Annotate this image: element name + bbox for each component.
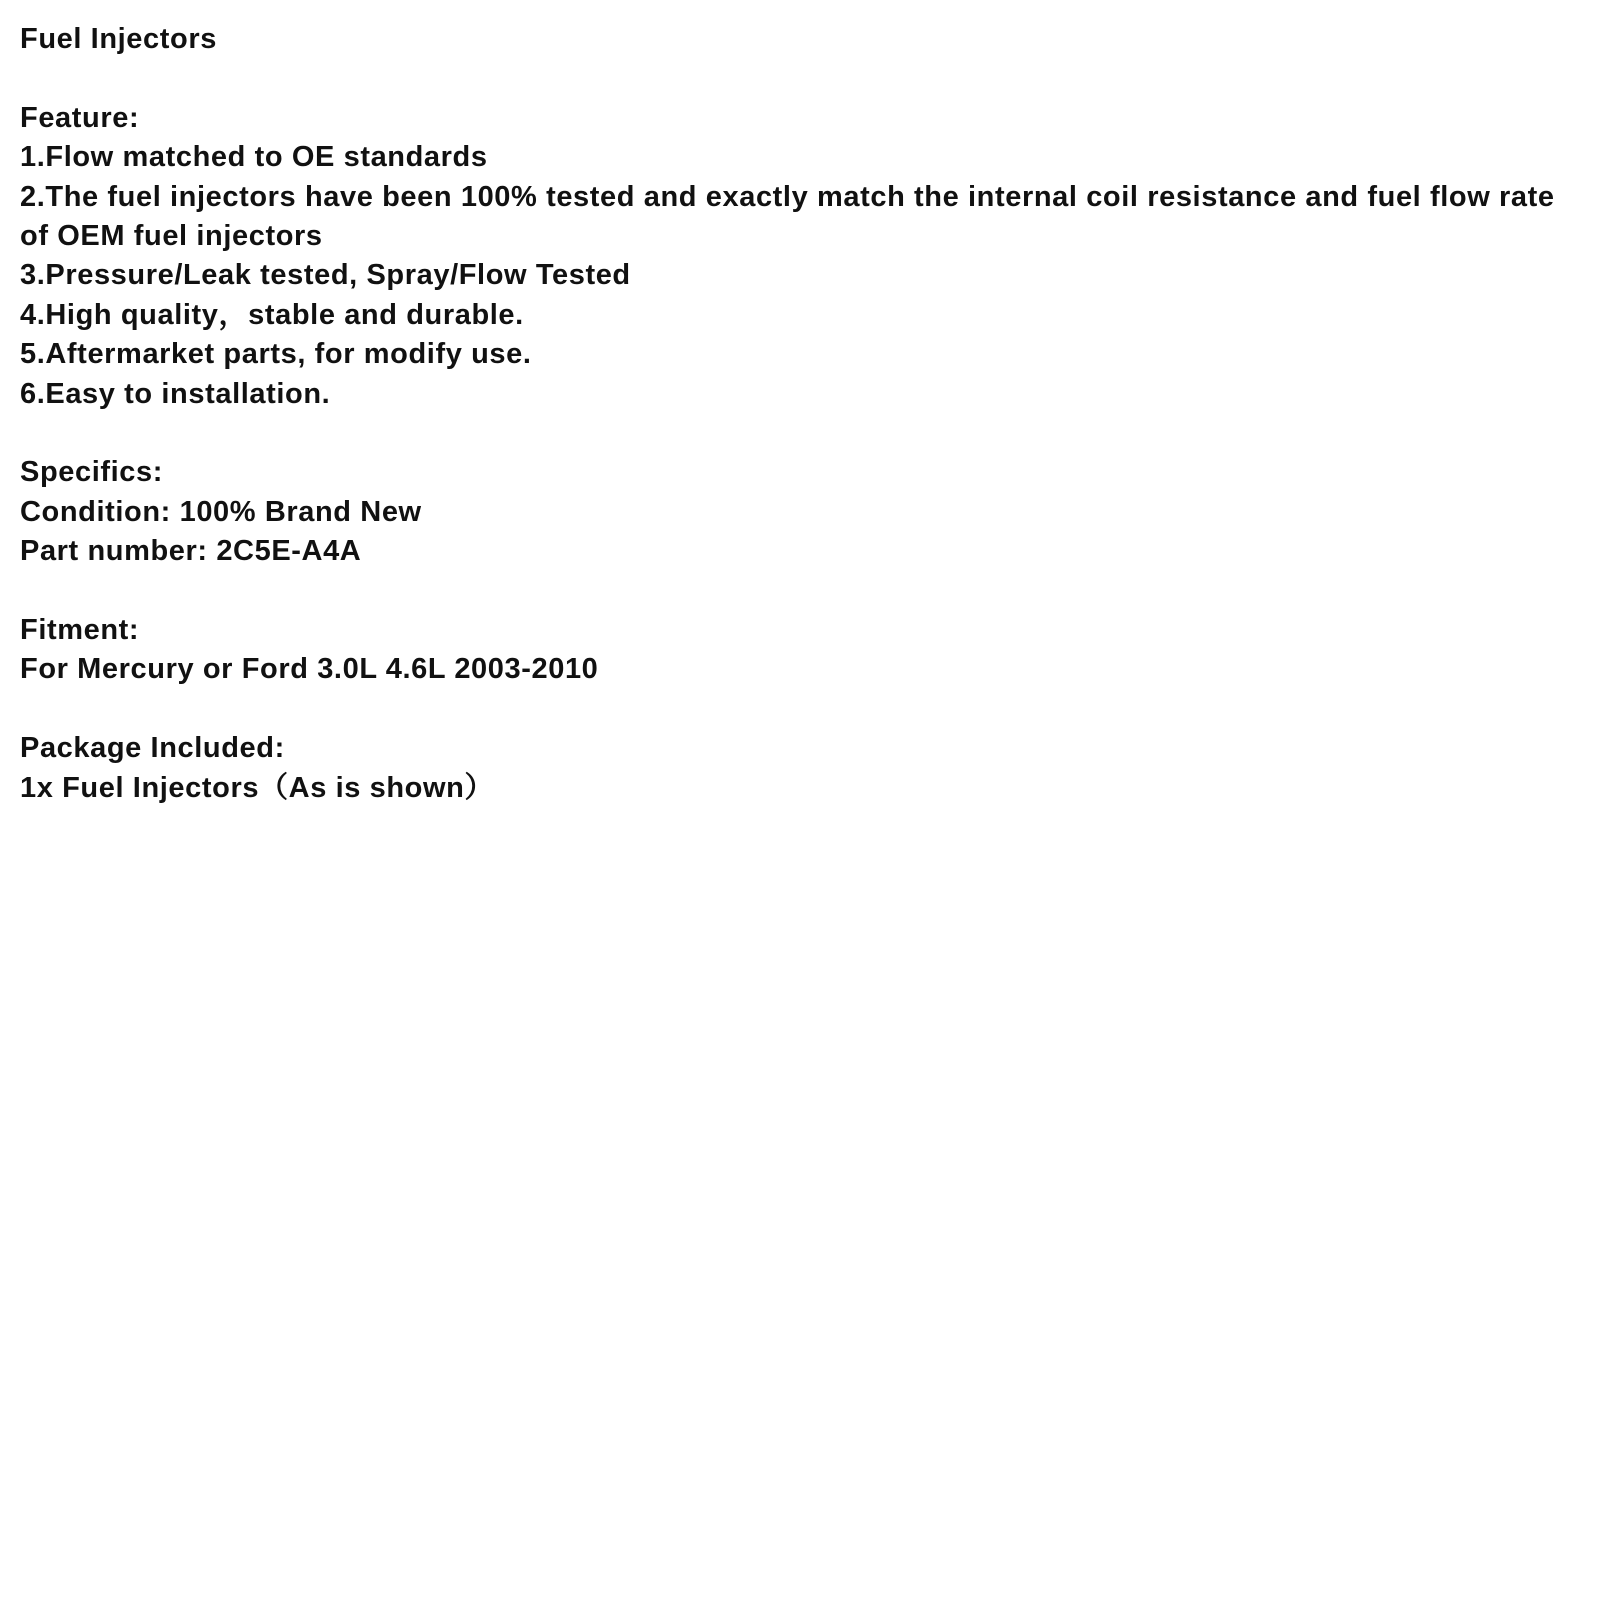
spacer	[20, 414, 1580, 453]
feature-heading: Feature:	[20, 101, 140, 134]
spacer	[20, 59, 1580, 98]
feature-item: 4.High quality，stable and durable.	[20, 298, 524, 331]
package-heading: Package Included:	[20, 732, 285, 765]
spacer	[20, 690, 1580, 729]
part-number-text: Part number: 2C5E-A4A	[20, 535, 362, 568]
spacer	[20, 572, 1580, 611]
product-title: Fuel Injectors	[20, 23, 217, 55]
feature-item: 1.Flow matched to OE standards	[20, 141, 488, 174]
condition-text: Condition: 100% Brand New	[20, 495, 422, 528]
feature-item: 5.Aftermarket parts, for modify use.	[20, 338, 532, 371]
feature-item: 6.Easy to installation.	[20, 377, 331, 410]
product-description	[20, 20, 1580, 808]
fitment-heading: Fitment:	[20, 614, 140, 647]
specifics-heading: Specifics:	[20, 456, 163, 489]
fitment-text: For Mercury or Ford 3.0L 4.6L 2003-2010	[20, 653, 599, 686]
feature-item: 2.The fuel injectors have been 100% tested and exactly match the internal coil resistance and fuel flow rate of OEM fuel injectors	[20, 180, 1564, 253]
feature-item: 3.Pressure/Leak tested, Spray/Flow Tested	[20, 259, 631, 292]
package-text: 1x Fuel Injectors（As is shown）	[20, 771, 495, 804]
